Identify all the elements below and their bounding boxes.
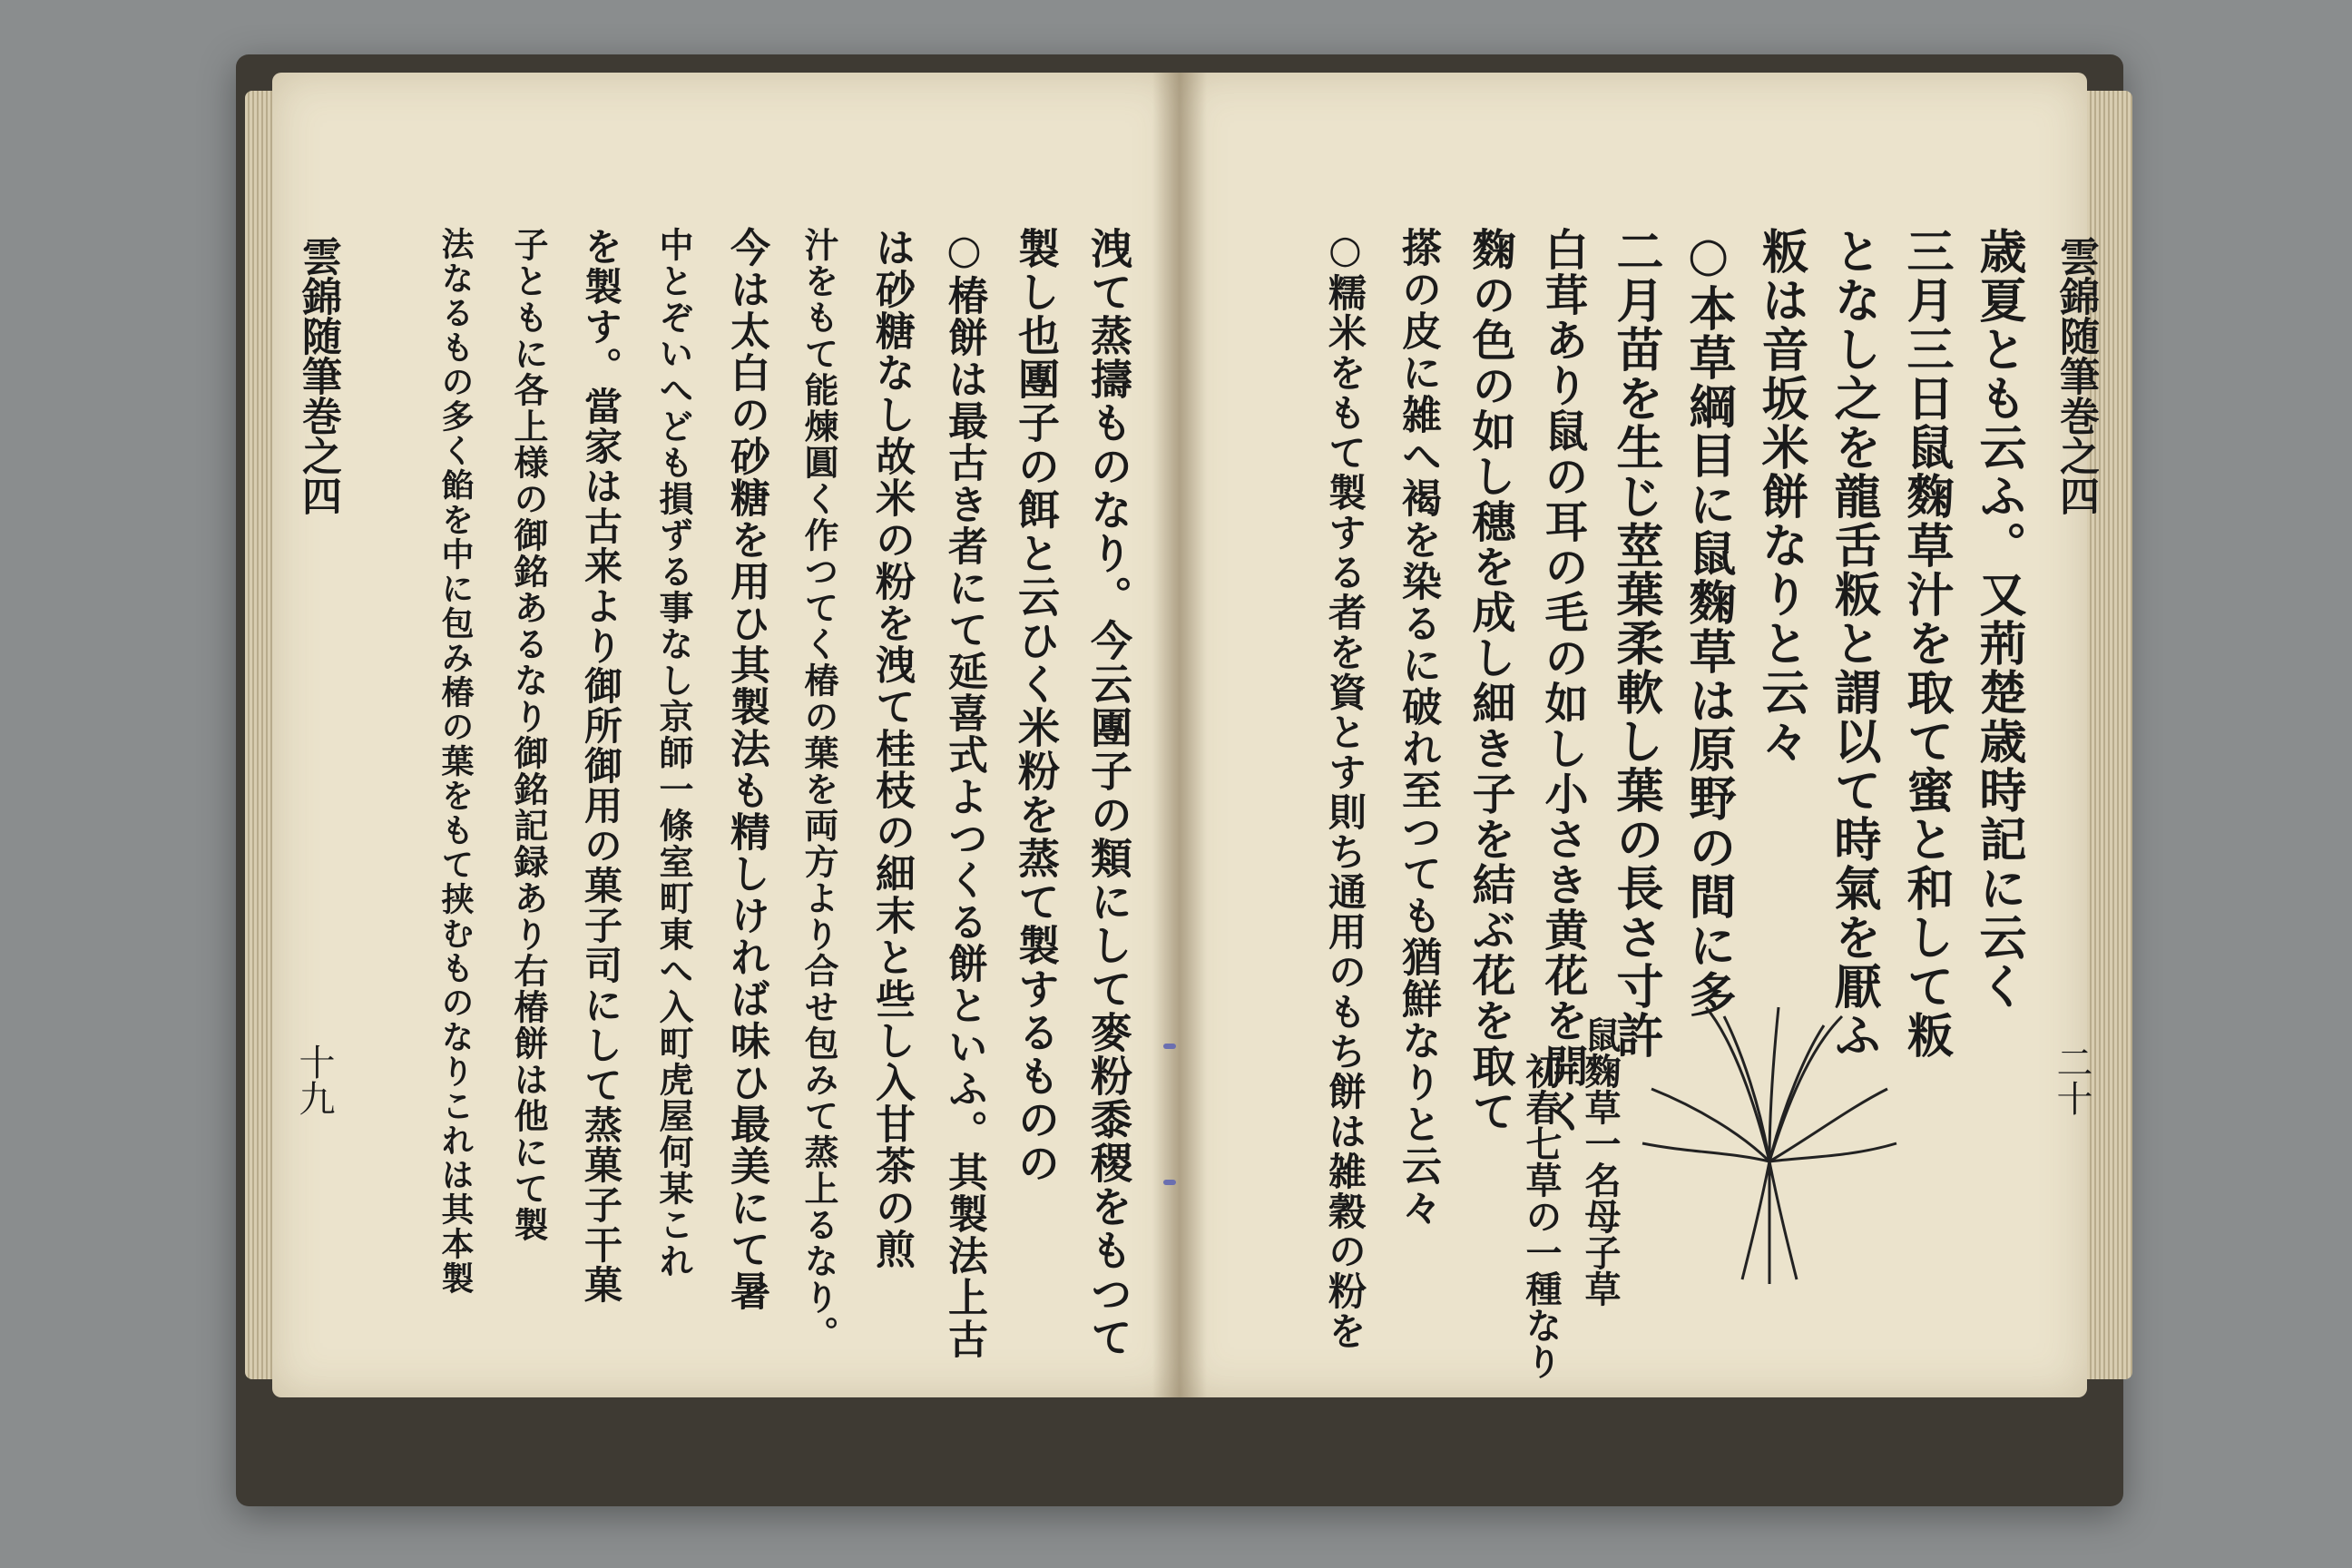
left-page-folio: 十九	[293, 1044, 335, 1116]
right-column-10: ○糯米をもて製する者を資とす則ち通用のもち餅は雑穀の粉を	[1323, 227, 1367, 1351]
plant-illustration	[1633, 998, 1906, 1289]
right-column-5: ○本草綱目に鼠麴草は原野の間に多	[1681, 227, 1736, 1019]
gutter	[1152, 73, 1207, 1397]
right-column-7: 白茸あり鼠の耳の毛の如し小さき黄花を開く	[1537, 227, 1588, 1134]
binding-stitch	[1163, 1044, 1176, 1049]
left-column-6: 今は太白の砂糖を用ひ其製法も精しければ味ひ最美にて暑	[723, 227, 769, 1312]
left-column-4: は砂糖なし故米の粉を洩て桂枝の細末と些し入甘茶の煎	[868, 227, 915, 1270]
right-column-9: 搽の皮に雑へ褐を染るに破れ至つても猶鮮なりと云々	[1395, 227, 1441, 1229]
left-column-8: を製す。當家は古来より御所御用の菓子司にして蒸菓子干菓	[579, 227, 623, 1305]
right-column-4: 粄は音坂米餅なりと云々	[1753, 227, 1808, 766]
left-column-1: 洩て蒸擣ものなり。今云團子の類にして麥粉黍稷をもつて	[1084, 227, 1133, 1359]
right-column-3: となし之を龍舌粄と謂以て時氣を厭ふ	[1826, 227, 1881, 1060]
binding-stitch	[1163, 1180, 1176, 1185]
left-page-header: 雲錦随筆巻之四	[295, 236, 341, 515]
plant-caption-note: 初春七草の一種なり	[1520, 1053, 1563, 1379]
left-column-9: 子ともに各上様の御銘あるなり御銘記録あり右椿餅は他にて製	[508, 227, 549, 1243]
right-page-header: 雲錦随筆巻之四	[2053, 236, 2099, 515]
left-column-3: ○椿餅は最古き者にて延喜式よつくる餅といふ。其製法上古	[941, 227, 987, 1360]
right-column-6: 二月苗を生じ莖葉柔軟し葉の長さ寸許	[1608, 227, 1663, 1060]
right-column-1: 歳夏とも云ふ。又荊楚歳時記に云く	[1971, 227, 2026, 1011]
left-column-10: 法なるもの多く餡を中に包み椿の葉をもて挟むものなりこれは其本製	[436, 227, 475, 1296]
right-column-2: 三月三日鼠麴草汁を取て蜜と和して粄	[1898, 227, 1954, 1060]
left-column-5: 汁をもて能煉圓く作つてく椿の葉を両方より合せ包みて蒸上るなり。	[799, 227, 839, 1352]
right-page-folio: 二十	[2051, 1044, 2092, 1116]
right-column-8: 麴の色の如し穗を成し細き子を結ぶ花を取て	[1465, 227, 1515, 1134]
left-column-2: 製し也團子の餌と云ひく米粉を蒸て製するものの	[1012, 227, 1061, 1185]
plant-caption-name: 鼠麴草一名母子草	[1579, 1016, 1622, 1307]
left-column-7: 中とぞいへども損ずる事なし京師一條室町東へ入町虎屋何某これ	[653, 227, 694, 1279]
